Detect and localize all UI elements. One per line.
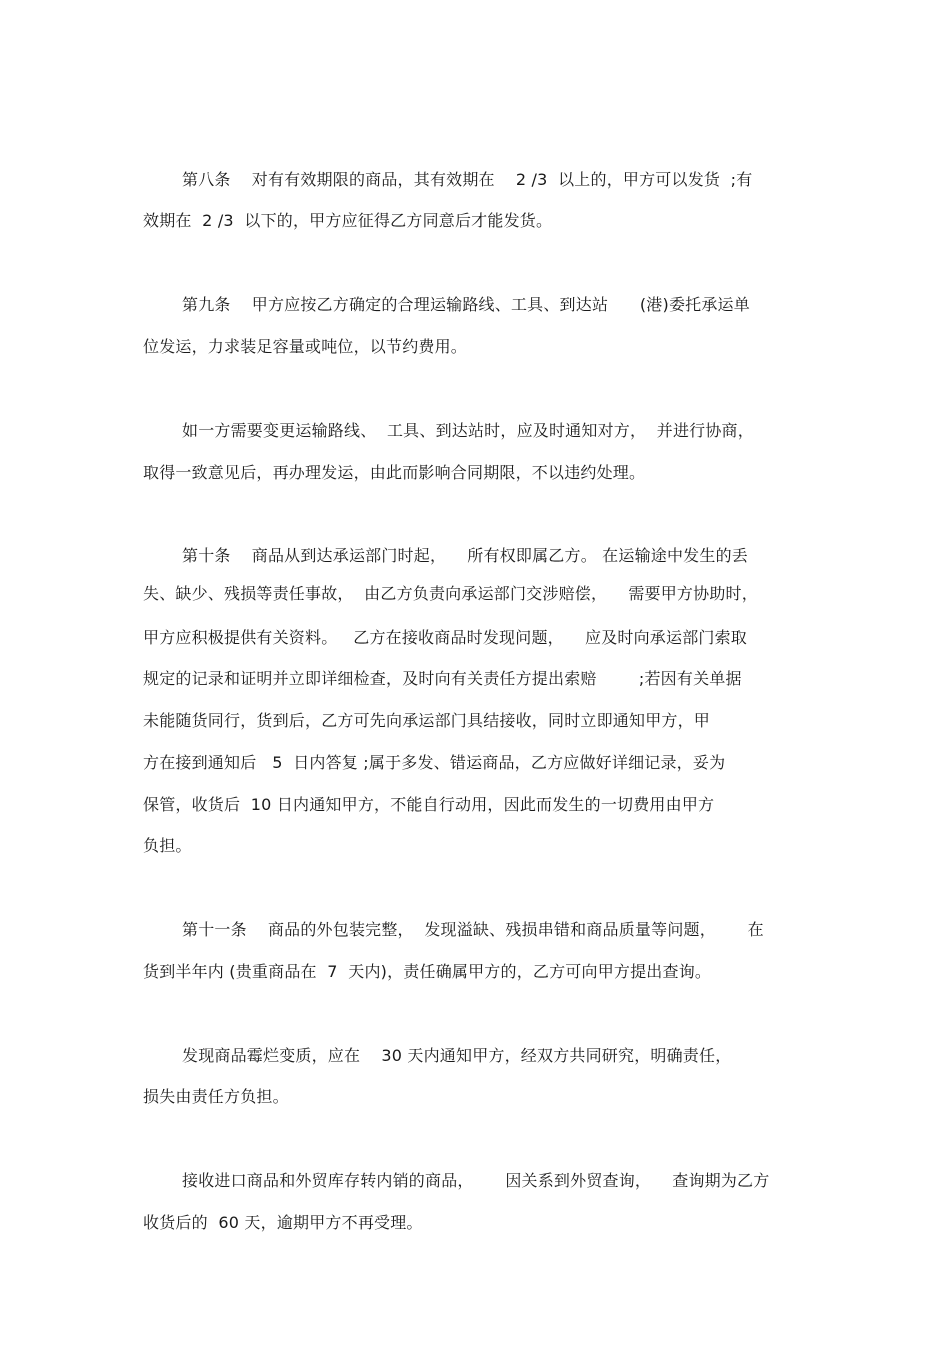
text-line: 甲方应积极提供有关资料。 乙方在接收商品时发现问题， 应及时向承运部门索取 bbox=[143, 628, 748, 647]
text-line: 位发运，力求装足容量或吨位，以节约费用。 bbox=[143, 337, 468, 356]
text-line: 取得一致意见后，再办理发运，由此而影响合同期限，不以违约处理。 bbox=[143, 463, 646, 482]
text-line: 收货后的 60 天，逾期甲方不再受理。 bbox=[143, 1213, 423, 1232]
text-line: 负担。 bbox=[143, 836, 192, 855]
text-line: 接收进口商品和外贸库存转内销的商品， 因关系到外贸查询， 查询期为乙方 bbox=[182, 1171, 770, 1190]
text-line: 第十一条 商品的外包装完整， 发现溢缺、残损串错和商品质量等问题， 在 bbox=[182, 920, 764, 939]
text-line: 第八条 对有有效期限的商品，其有效期在 2 /3 以上的，甲方可以发货 ;有 bbox=[182, 170, 753, 189]
text-line: 效期在 2 /3 以下的，甲方应征得乙方同意后才能发货。 bbox=[143, 211, 553, 230]
text-line: 货到半年内 (贵重商品在 7 天内)，责任确属甲方的，乙方可向甲方提出查询。 bbox=[143, 962, 712, 981]
text-line: 规定的记录和证明并立即详细检查，及时向有关责任方提出索赔 ;若因有关单据 bbox=[143, 669, 742, 688]
text-line: 未能随货同行，货到后，乙方可先向承运部门具结接收，同时立即通知甲方，甲 bbox=[143, 711, 711, 730]
text-line: 第九条 甲方应按乙方确定的合理运输路线、工具、到达站 (港)委托承运单 bbox=[182, 295, 750, 314]
text-line: 第十条 商品从到达承运部门时起， 所有权即属乙方。 在运输途中发生的丢 bbox=[182, 546, 748, 565]
text-line: 发现商品霉烂变质，应在 30 天内通知甲方，经双方共同研究，明确责任， bbox=[182, 1046, 732, 1065]
text-line: 保管，收货后 10 日内通知甲方，不能自行动用，因此而发生的一切费用由甲方 bbox=[143, 795, 715, 814]
text-line: 如一方需要变更运输路线、 工具、到达站时，应及时通知对方， 并进行协商， bbox=[182, 421, 754, 440]
text-line: 失、缺少、残损等责任事故， 由乙方负责向承运部门交涉赔偿， 需要甲方协助时， bbox=[143, 584, 758, 603]
text-line: 方在接到通知后 5 日内答复 ;属于多发、错运商品，乙方应做好详细记录，妥为 bbox=[143, 753, 726, 772]
text-line: 损失由责任方负担。 bbox=[143, 1087, 289, 1106]
